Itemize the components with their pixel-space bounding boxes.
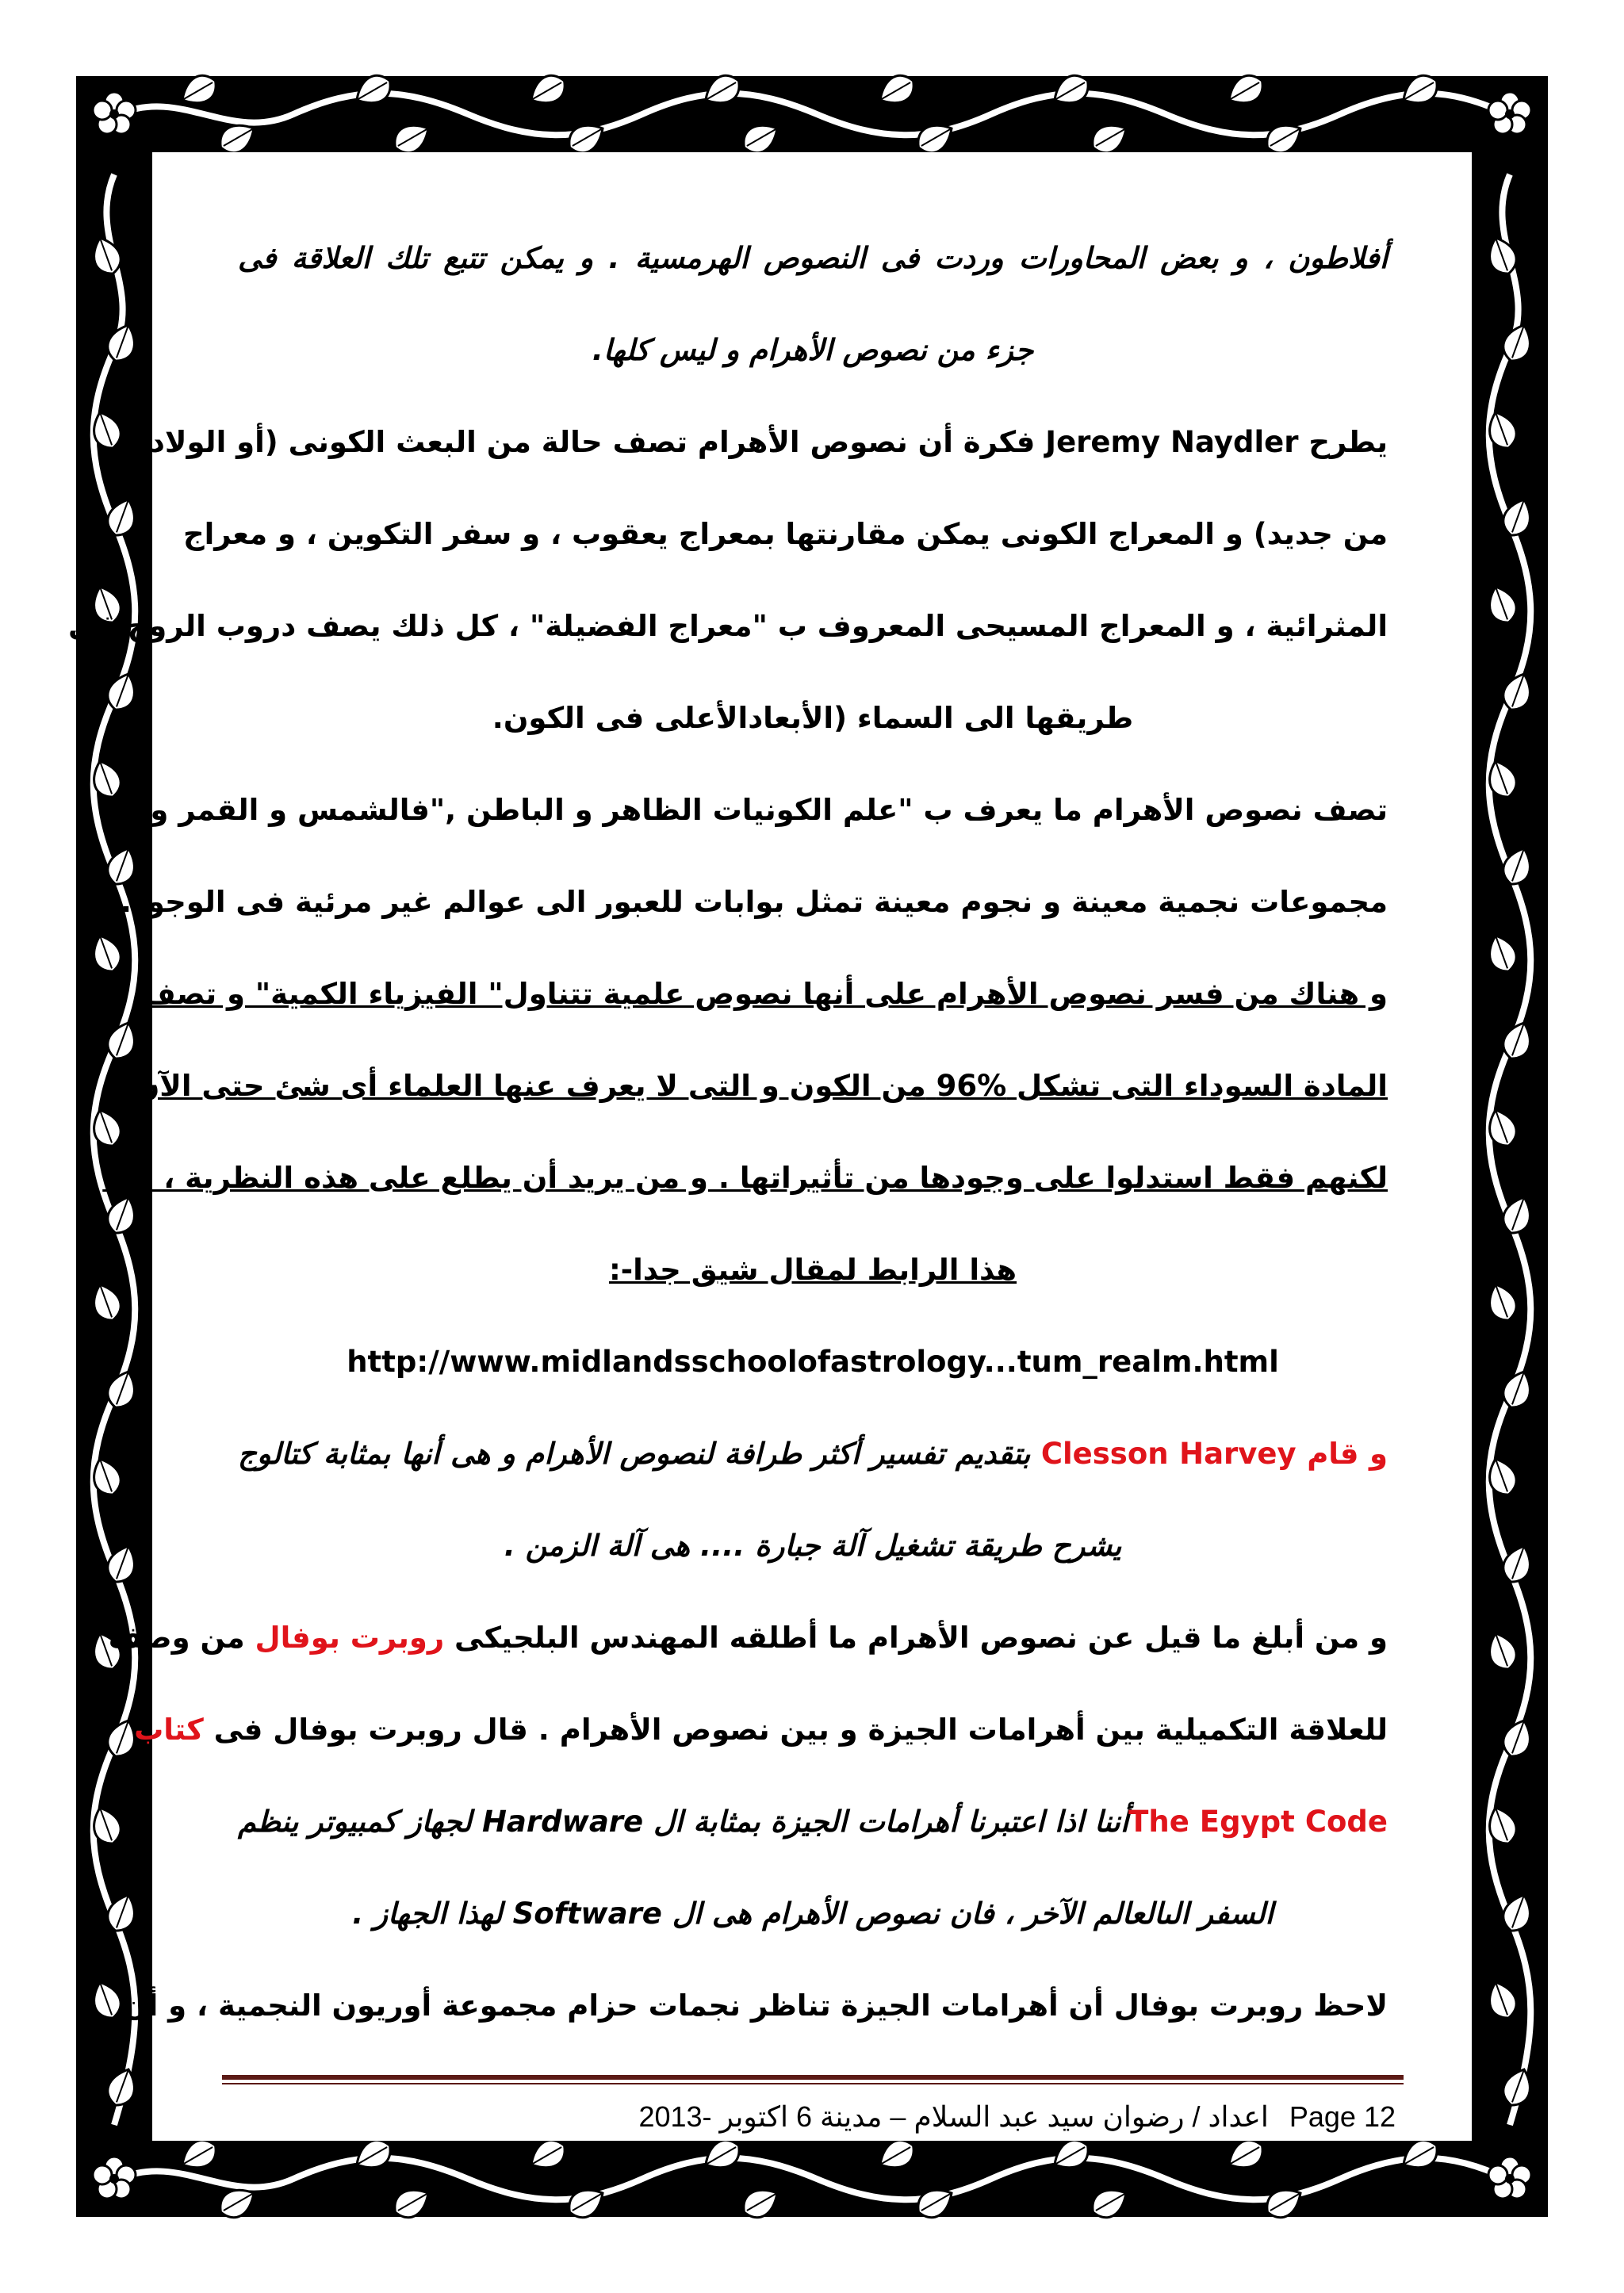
- text-run: و من أبلغ ما قيل عن نصوص الأهرام ما أطلقه المهندس البلجيكى: [454, 1621, 1388, 1655]
- footer-rule: [222, 2075, 1404, 2080]
- book-label: كتاب: [134, 1713, 204, 1747]
- text-line: لكنهم فقط استدلوا على وجودها من تأثيراتها . و من يريد أن يطلع على هذه النظرية ، اليه: [102, 1161, 1388, 1195]
- text-line: [134, 1684, 1388, 1776]
- paragraph-4: [102, 948, 1388, 1408]
- text-line: من جديد) و المعراج الكونى يمكن مقارنتها بمعراج يعقوب ، و سفر التكوين ، و معراج: [182, 517, 1388, 551]
- text-run: يطرح: [1308, 425, 1388, 459]
- paragraph-6: [108, 1592, 1388, 2052]
- text-run: بتقديم تفسير أكثر طرافة لنصوص الأهرام و هى أنها بمثابة كتالوج: [238, 1437, 1031, 1471]
- author-name: روبرت بوفال: [255, 1621, 445, 1655]
- text-line: لاحظ روبرت بوفال أن أهرامات الجيزة تناظر نجمات حزام مجموعة أوريون النجمية ، و أن: [123, 1989, 1388, 2023]
- article-link[interactable]: http://www.midlandsschoolofastrology...tum_realm.html: [347, 1345, 1279, 1379]
- page-footer: [238, 2093, 1396, 2141]
- text-line: تصف نصوص الأهرام ما يعرف ب "علم الكونيات الظاهر و الباطن ,"فالشمس و القمر و: [150, 793, 1388, 827]
- text-line: [132, 396, 1388, 488]
- text-run: من وصف: [108, 1621, 245, 1655]
- text-run: فكرة أن نصوص الأهرام تصف حالة من البعث الكونى (أو الولادة: [132, 425, 1036, 459]
- text-line: أفلاطون ، و بعض المحاورات وردت فى النصوص الهرمسية . و يمكن تتبع تلك العلاقة فى: [238, 241, 1388, 275]
- text-line: مجموعات نجمية معينة و نجوم معينة تمثل بوابات للعبور الى عوالم غير مرئية فى الوجود.: [120, 885, 1388, 919]
- text-line: السفر الىالعالم الآخر ، فان نصوص الأهرام هى ال Software لهذا الجهاز .: [352, 1897, 1274, 1931]
- text-line: و هناك من فسر نصوص الأهرام على أنها نصوص علمية تتناول" الفيزياء الكمية" و تصف: [141, 977, 1388, 1011]
- text-line: جزء من نصوص الأهرام و ليس كلها.: [592, 333, 1034, 367]
- author-name: Jeremy Naydler: [1045, 425, 1299, 459]
- text-line: [105, 1040, 1388, 1132]
- paragraph-2: [68, 396, 1388, 764]
- text-line: [238, 1776, 1388, 1868]
- text-line: يشرح طريقة تشغيل آلة جبارة .... هى آلة الزمن .: [504, 1529, 1122, 1563]
- text-run: أننا اذا اعتبرنا أهرامات الجيزة بمثابة ال Hardware لجهاز كمبيوتر ينظم: [238, 1805, 1129, 1839]
- text-line: هذا الرابط لمقال شيق جدا-:: [608, 1253, 1017, 1287]
- text-line: [238, 1408, 1388, 1500]
- text-line: المثرائية ، و المعراج المسيحى المعروف ب "معراج الفضيلة" ، كل ذلك يصف دروب الروح فى: [68, 609, 1388, 643]
- text-line: [108, 1592, 1388, 1684]
- text-line: طريقها الى السماء (الأبعادالأعلى فى الكون.: [492, 701, 1134, 735]
- percent-value: 96%: [936, 1069, 1007, 1103]
- paragraph-5: [238, 1408, 1388, 1592]
- author-name: Clesson Harvey: [1040, 1437, 1297, 1471]
- text-run: المادة السوداء التى تشكل: [1017, 1069, 1388, 1103]
- text-run: للعلاقة التكميلية بين أهرامات الجيزة و بين نصوص الأهرام . قال روبرت بوفال فى: [213, 1713, 1388, 1747]
- paragraph-1: [238, 212, 1388, 396]
- footer-credit: اعداد / رضوان سيد عبد السلام – مدينة 6 اكتوبر -2013: [638, 2100, 1269, 2133]
- footer-rule-thin: [222, 2083, 1404, 2084]
- text-run: من الكون و التى لا يعرف عنها العلماء أى شئ حتى الآن و: [105, 1069, 926, 1103]
- page-number: Page 12: [1289, 2100, 1396, 2133]
- document-body: [68, 212, 1388, 2052]
- book-title: The Egypt Code: [1128, 1805, 1388, 1839]
- paragraph-3: [120, 764, 1388, 948]
- text-run: و قام: [1307, 1437, 1388, 1471]
